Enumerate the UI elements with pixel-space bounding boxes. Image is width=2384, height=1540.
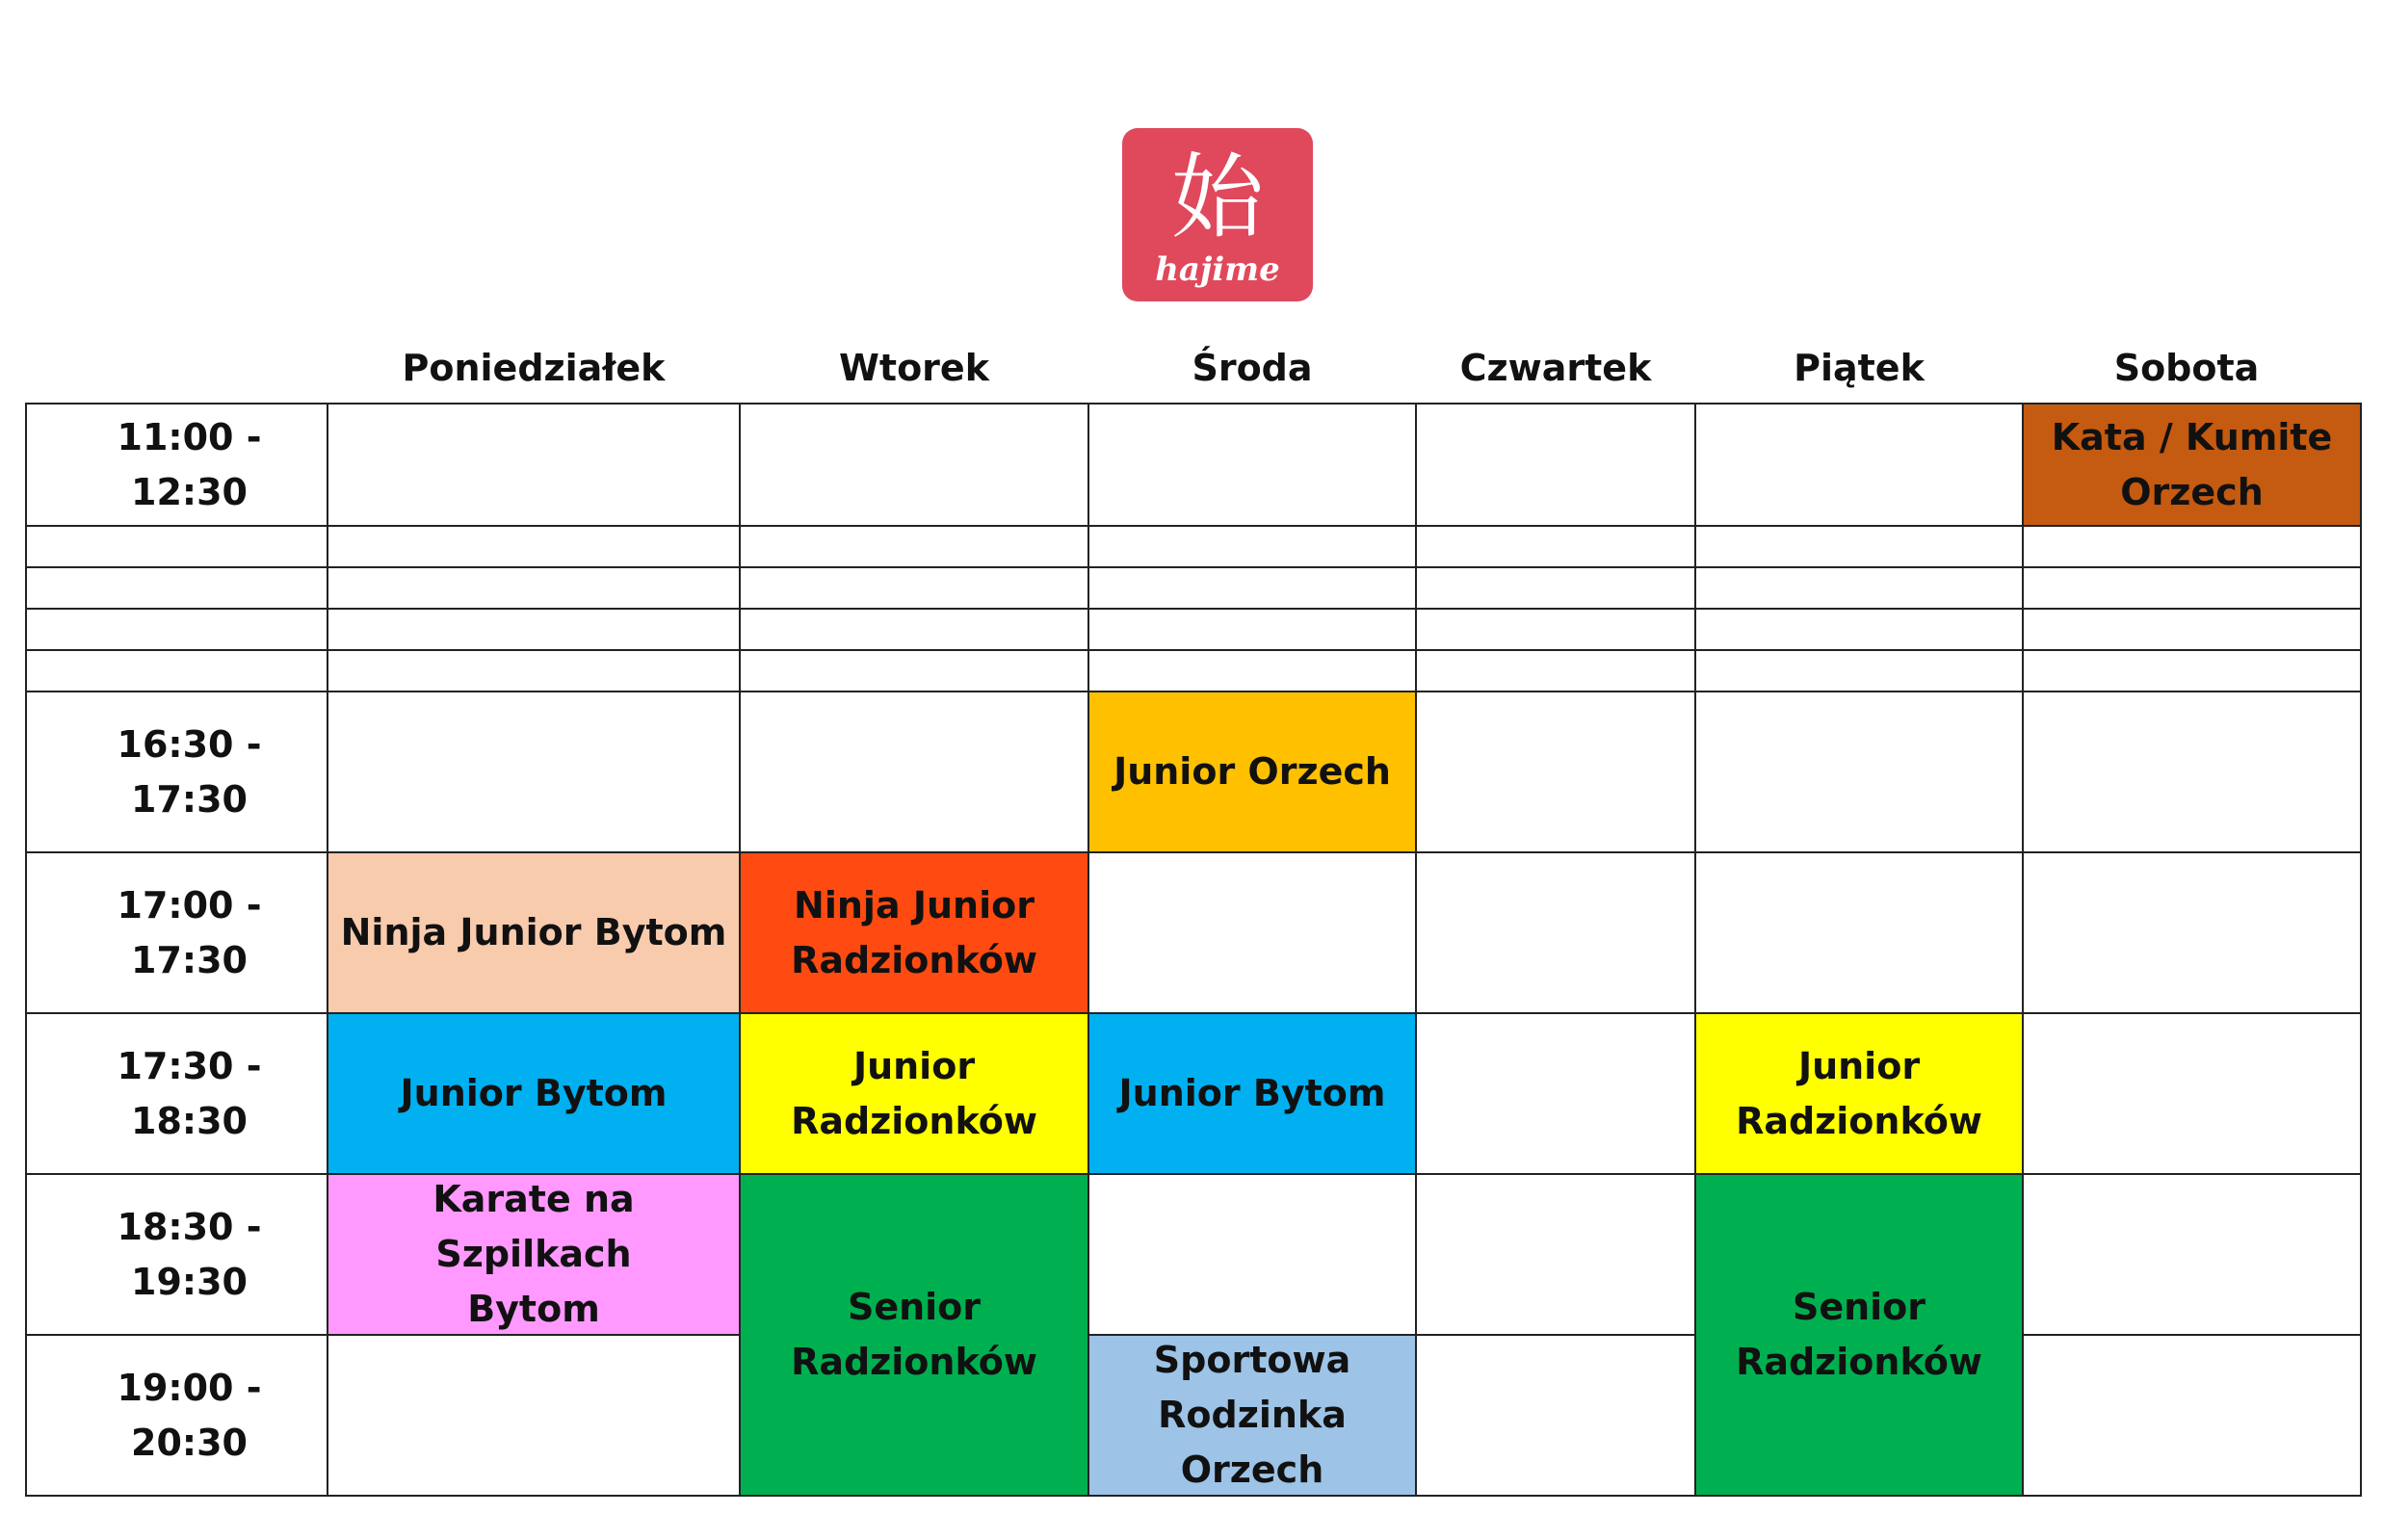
class-location: Radzionków xyxy=(1736,1341,1982,1383)
time-cell: 17:00 - 17:30 xyxy=(25,851,327,1012)
class-location: Radzionków xyxy=(1736,1099,1982,1142)
time-cell: 19:00 - 20:30 xyxy=(25,1334,327,1495)
cell xyxy=(1415,1173,1694,1334)
class-location: Radzionków xyxy=(791,1341,1037,1383)
logo-glyph: 始 xyxy=(1171,144,1264,251)
class-location: Bytom xyxy=(467,1288,600,1330)
cell xyxy=(1087,566,1415,608)
cell xyxy=(2022,851,2360,1012)
cell xyxy=(1087,1173,1415,1334)
day-header-sroda: Środa xyxy=(1192,347,1313,389)
cell xyxy=(2022,566,2360,608)
class-block-junior-radzionkow-fri[interactable] xyxy=(1694,1012,2024,1175)
table-row xyxy=(25,608,2360,649)
day-header-poniedzialek: Poniedziałek xyxy=(402,347,666,389)
cell xyxy=(1694,403,2022,525)
class-block-senior-radzionkow-tue[interactable] xyxy=(739,1173,1089,1497)
cell xyxy=(1694,649,2022,691)
time-cell: 18:30 - 19:30 xyxy=(25,1173,327,1334)
day-header-piatek: Piątek xyxy=(1794,347,1925,389)
cell xyxy=(327,403,739,525)
cell xyxy=(1415,1334,1694,1495)
hajime-logo xyxy=(1122,128,1313,301)
class-block-senior-radzionkow-fri[interactable] xyxy=(1694,1173,2024,1497)
time-cell xyxy=(25,608,327,649)
class-name: Ninja Junior xyxy=(794,883,1035,927)
cell xyxy=(2022,1173,2360,1334)
table-row xyxy=(25,649,2360,691)
class-block-junior-bytom-wed[interactable] xyxy=(1087,1012,1417,1175)
cell xyxy=(1415,851,1694,1012)
class-block-kata-kumite-orzech[interactable] xyxy=(2022,403,2362,527)
cell xyxy=(327,691,739,851)
table-row xyxy=(25,525,2360,566)
day-header-sobota: Sobota xyxy=(2113,347,2260,389)
cell xyxy=(739,566,1087,608)
class-block-karate-na-szpilkach[interactable] xyxy=(327,1173,741,1336)
cell xyxy=(2022,525,2360,566)
cell xyxy=(2022,649,2360,691)
class-name: Sportowa xyxy=(1153,1339,1351,1381)
cell xyxy=(1087,649,1415,691)
class-name: Senior xyxy=(1792,1286,1926,1328)
cell xyxy=(1415,608,1694,649)
schedule-table xyxy=(25,403,2360,1497)
class-location: Rodzinka Orzech xyxy=(1158,1394,1347,1491)
cell xyxy=(1415,525,1694,566)
class-name: Junior xyxy=(1797,1044,1921,1087)
class-location: Orzech xyxy=(2120,470,2264,513)
cell xyxy=(1694,566,2022,608)
cell xyxy=(1415,691,1694,851)
class-name: Junior Orzech xyxy=(1113,750,1391,793)
cell xyxy=(1087,525,1415,566)
class-name: Junior Bytom xyxy=(1118,1072,1386,1114)
day-header-wtorek: Wtorek xyxy=(839,347,989,389)
time-cell xyxy=(25,649,327,691)
cell xyxy=(2022,691,2360,851)
logo-text: hajime xyxy=(1155,250,1280,289)
cell xyxy=(2022,1334,2360,1495)
cell xyxy=(1415,566,1694,608)
time-cell: 17:30 - 18:30 xyxy=(25,1012,327,1173)
cell xyxy=(739,691,1087,851)
time-cell xyxy=(25,566,327,608)
cell xyxy=(2022,1012,2360,1173)
class-block-junior-orzech[interactable] xyxy=(1087,691,1417,853)
cell xyxy=(739,608,1087,649)
day-header-czwartek: Czwartek xyxy=(1459,347,1652,389)
day-headers xyxy=(327,339,2360,397)
class-name: Kata / Kumite xyxy=(2051,415,2333,458)
cell xyxy=(739,403,1087,525)
cell xyxy=(1415,649,1694,691)
cell xyxy=(1694,691,2022,851)
cell xyxy=(739,525,1087,566)
class-location: Radzionków xyxy=(791,1099,1037,1142)
class-location: Radzionków xyxy=(791,938,1037,981)
cell xyxy=(327,566,739,608)
class-name: Junior Bytom xyxy=(400,1072,668,1114)
cell xyxy=(2022,608,2360,649)
cell xyxy=(327,608,739,649)
cell xyxy=(1087,851,1415,1012)
table-row xyxy=(25,566,2360,608)
cell xyxy=(1415,403,1694,525)
class-block-ninja-junior-radzionkow[interactable] xyxy=(739,851,1089,1014)
cell xyxy=(327,1334,739,1495)
class-name: Junior xyxy=(852,1044,976,1087)
class-block-junior-bytom-mon[interactable] xyxy=(327,1012,741,1175)
class-name: Ninja Junior Bytom xyxy=(340,911,727,953)
class-name: Senior xyxy=(847,1286,982,1328)
cell xyxy=(327,649,739,691)
time-cell: 11:00 - 12:30 xyxy=(25,403,327,525)
table-border-right xyxy=(2360,403,2362,1497)
time-cell: 16:30 - 17:30 xyxy=(25,691,327,851)
class-block-ninja-junior-bytom[interactable] xyxy=(327,851,741,1014)
cell xyxy=(1087,403,1415,525)
class-name: Karate na Szpilkach xyxy=(432,1178,635,1275)
cell xyxy=(327,525,739,566)
table-row xyxy=(25,403,2360,525)
cell xyxy=(1694,851,2022,1012)
cell xyxy=(1694,608,2022,649)
hajime-logo-mark xyxy=(1122,128,1313,301)
class-block-junior-radzionkow-tue[interactable] xyxy=(739,1012,1089,1175)
cell xyxy=(1087,608,1415,649)
class-block-sportowa-rodzinka[interactable] xyxy=(1087,1334,1417,1497)
cell xyxy=(1415,1012,1694,1173)
cell xyxy=(1694,525,2022,566)
time-cell xyxy=(25,525,327,566)
cell xyxy=(739,649,1087,691)
